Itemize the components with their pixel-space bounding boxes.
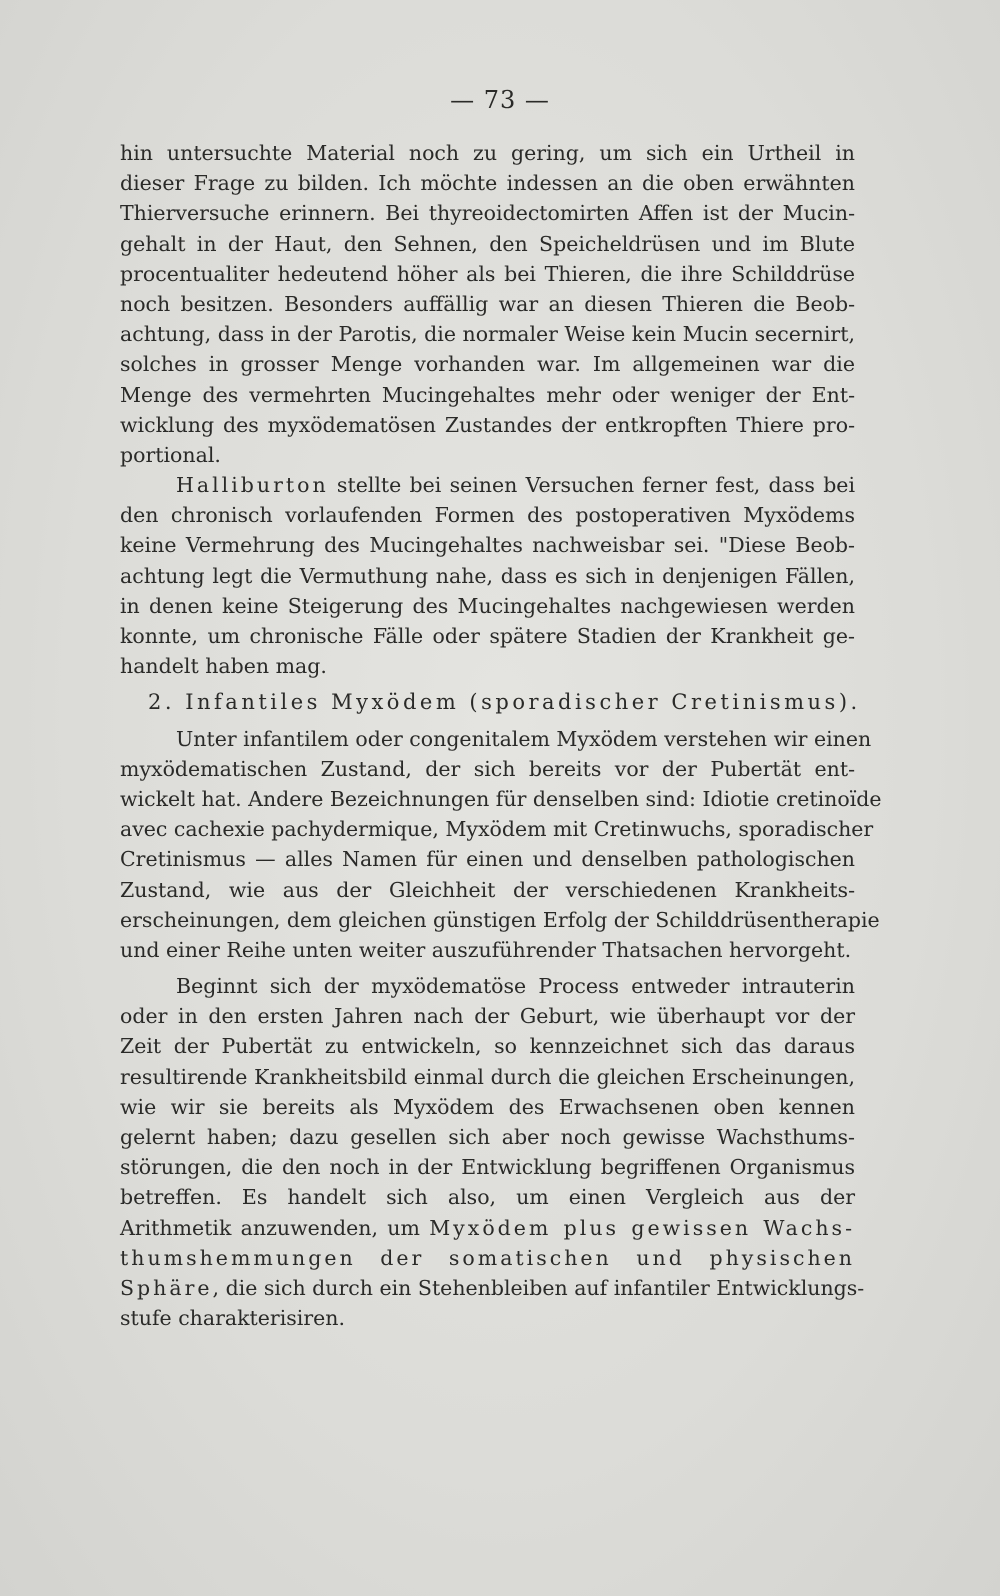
- text-line: [120, 1273, 865, 1303]
- text-line: gelernt haben; dazu gesellen sich aber noch gewisse Wachsthums-: [120, 1125, 855, 1149]
- text-span: Arithmetik anzuwenden, um: [120, 1215, 430, 1240]
- text-line: portional.: [120, 442, 221, 467]
- section-heading: 2. Infantiles Myxödem (sporadischer Cretinismus).: [148, 690, 861, 715]
- text-line: avec cachexie pachydermique, Myxödem mit Cretinwuchs, sporadischer: [120, 817, 874, 842]
- text-line: keine Vermehrung des Mucingehaltes nachweisbar sei. "Diese Beob-: [120, 533, 855, 558]
- text-line: wicklung des myxödematösen Zustandes der entkropften Thiere pro-: [120, 412, 855, 437]
- text-line: procentualiter hedeutend höher als bei Thieren, die ihre Schilddrüse: [120, 261, 855, 286]
- paragraph-1: [120, 138, 855, 470]
- text-line: handelt haben mag.: [120, 654, 327, 679]
- text-line: achtung legt die Vermuthung nahe, dass es sich in denjenigen Fällen,: [120, 563, 855, 588]
- paragraph-2: [120, 470, 855, 681]
- text-line: Zustand, wie aus der Gleichheit der verschiedenen Krankheits-: [120, 877, 855, 902]
- text-line: betreffen. Es handelt sich also, um einen Vergleich aus der: [120, 1185, 855, 1210]
- text-line: den chronisch vorlaufenden Formen des postoperativen Myxödems: [120, 503, 855, 528]
- text-line: Beginnt sich der myxödematöse Process entweder intrauterin: [176, 974, 855, 999]
- emphasized-line: thumshemmungen der somatischen und physischen: [120, 1245, 855, 1270]
- author-name: Halliburton: [176, 473, 329, 498]
- text-line: solches in grosser Menge vorhanden war. Im allgemeinen war die: [120, 352, 855, 377]
- text-span: , die sich durch ein Stehenbleiben auf infantiler Entwicklungs-: [212, 1275, 865, 1300]
- emphasized-text: Sphäre: [120, 1275, 213, 1300]
- text-line: erscheinungen, dem gleichen günstigen Erfolg der Schilddrüsentherapie: [120, 907, 880, 932]
- text-line: störungen, die den noch in der Entwicklung begriffenen Organismus: [120, 1155, 855, 1180]
- text-line: myxödematischen Zustand, der sich bereits vor der Pubertät ent-: [120, 756, 855, 781]
- text-line: stufe charakterisiren.: [120, 1306, 345, 1331]
- text-line: Cretinismus — alles Namen für einen und denselben pathologischen: [120, 847, 855, 872]
- text-line: Unter infantilem oder congenitalem Myxödem verstehen wir einen: [176, 726, 872, 751]
- paragraph-4: [120, 971, 865, 1333]
- text-line: noch besitzen. Besonders auffällig war an diesen Thieren die Beob-: [120, 291, 855, 316]
- text-line: hin untersuchte Material noch zu gering, um sich ein Urtheil in: [120, 141, 855, 165]
- text-line: und einer Reihe unten weiter auszuführender Thatsachen hervorgeht.: [120, 937, 852, 962]
- text-line: wie wir sie bereits als Myxödem des Erwachsenen oben kennen: [120, 1094, 855, 1119]
- text-line: in denen keine Steigerung des Mucingehaltes nachgewiesen werden: [120, 593, 855, 618]
- text-line: Zeit der Pubertät zu entwickeln, so kennzeichnet sich das daraus: [120, 1034, 855, 1059]
- text-line: Menge des vermehrten Mucingehaltes mehr oder weniger der Ent-: [120, 382, 855, 407]
- text-line: gehalt in der Haut, den Sehnen, den Speicheldrüsen und im Blute: [120, 231, 855, 256]
- text-line: konnte, um chronische Fälle oder spätere Stadien der Krankheit ge-: [120, 624, 855, 648]
- page-number: — 73 —: [450, 86, 550, 114]
- paragraph-3: [120, 724, 882, 966]
- text-line: oder in den ersten Jahren nach der Geburt, wie überhaupt vor der: [120, 1004, 855, 1029]
- text-line: dieser Frage zu bilden. Ich möchte indessen an die oben erwähnten: [120, 171, 855, 196]
- body-text: [120, 138, 882, 1333]
- emphasized-text: Myxödem plus gewissen Wachs-: [429, 1215, 855, 1240]
- text-line: [120, 470, 855, 500]
- text-span: stellte bei seinen Versuchen ferner fest, dass bei: [328, 473, 855, 498]
- text-line: resultirende Krankheitsbild einmal durch die gleichen Erscheinungen,: [120, 1064, 855, 1089]
- text-line: [120, 1213, 855, 1243]
- text-line: wickelt hat. Andere Bezeichnungen für denselben sind: Idiotie cretinoïde: [120, 786, 882, 811]
- text-line: achtung, dass in der Parotis, die normaler Weise kein Mucin secernirt,: [120, 322, 855, 347]
- text-line: Thierversuche erinnern. Bei thyreoidectomirten Affen ist der Mucin-: [120, 201, 855, 226]
